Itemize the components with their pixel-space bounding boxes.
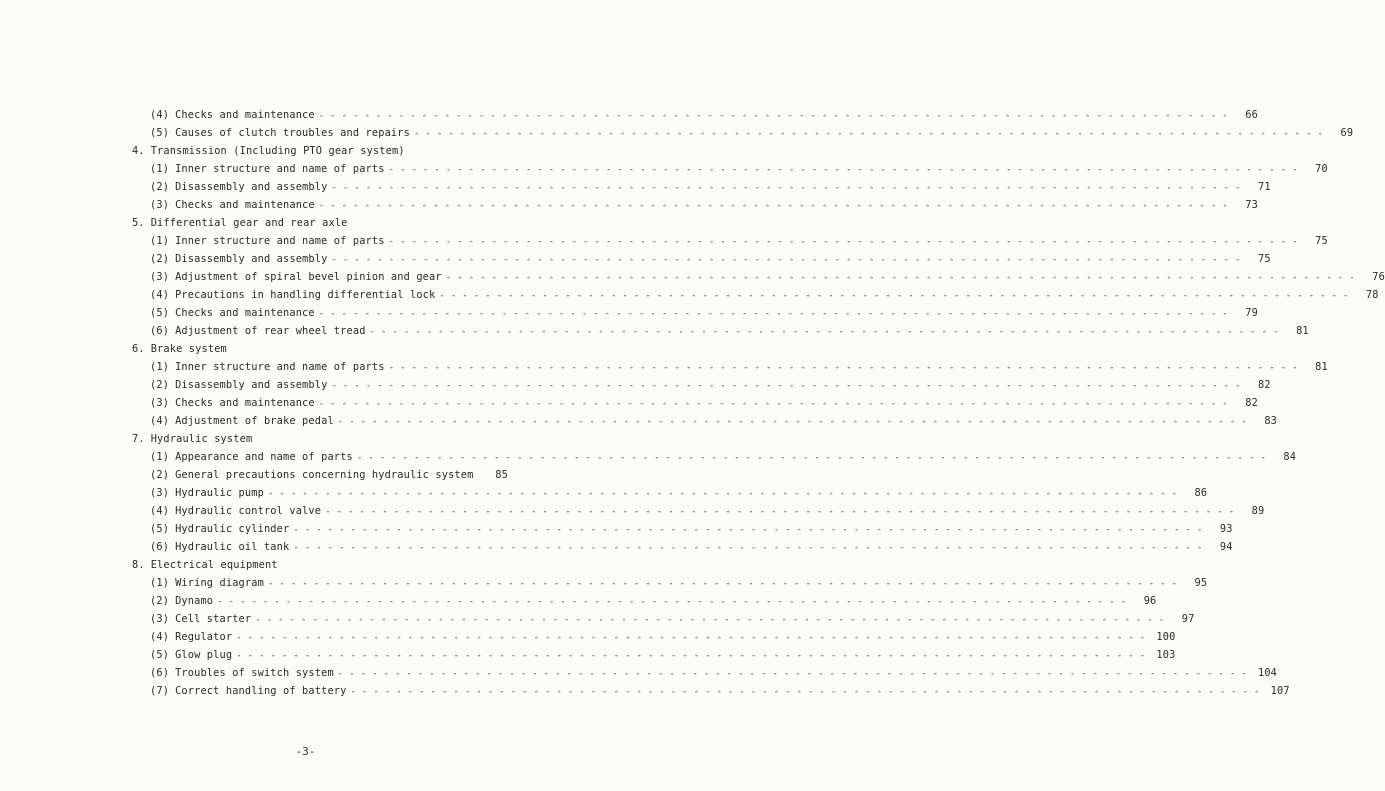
toc-title: Disassembly and assembly: [175, 253, 328, 265]
toc-entry: [128, 394, 1258, 412]
toc-entry: [128, 448, 1297, 466]
toc-entry: [128, 178, 1271, 196]
toc-title: Appearance and name of parts: [175, 451, 353, 463]
toc-number: (3): [150, 199, 170, 211]
toc-number: (3): [150, 613, 170, 625]
toc-title: Checks and maintenance: [175, 397, 315, 409]
toc-entry: [128, 250, 1271, 268]
dot-leader: - - - - - - - - - - - - - - - - - - - - - - - - - - - - - - - - - - - - - - - - - - - - - - - - - - - - - - - - - - - - - - - - - - - - - - - - - - - - - - - -: [236, 651, 1146, 661]
toc-page-number: 75: [1257, 253, 1271, 265]
toc-entry: [128, 124, 1354, 142]
toc-entry: [128, 376, 1271, 394]
toc-number: (6): [150, 325, 170, 337]
toc-title: Causes of clutch troubles and repairs: [175, 127, 410, 139]
toc-page-number: 96: [1143, 595, 1157, 607]
dot-leader: - - - - - - - - - - - - - - - - - - - - - - - - - - - - - - - - - - - - - - - - - - - - - - - - - - - - - - - - - - - - - - - - - - - - - - - - - - - - - - - -: [356, 453, 1267, 463]
toc-page-number: 104: [1257, 667, 1278, 679]
toc-number: 7.: [132, 433, 145, 445]
toc-title: Hydraulic system: [150, 433, 253, 445]
dot-leader: - - - - - - - - - - - - - - - - - - - - - - - - - - - - - - - - - - - - - - - - - - - - - - - - - - - - - - - - - - - - - - - - - - - - - - - - - - - - - - - -: [318, 399, 1228, 409]
toc-title: Hydraulic oil tank: [175, 541, 290, 553]
toc-entry: [128, 106, 1258, 124]
toc-entry: [128, 628, 1176, 646]
toc-number: (2): [150, 181, 170, 193]
toc-page-number: 78: [1365, 289, 1379, 301]
toc-entry: [128, 610, 1195, 628]
toc-entry: [128, 286, 1379, 304]
toc-title: Hydraulic control valve: [175, 505, 322, 517]
toc-number: (2): [150, 379, 170, 391]
toc-title: Adjustment of spiral bevel pinion and gear: [175, 271, 442, 283]
toc-entry: [128, 232, 1328, 250]
toc-title: Adjustment of rear wheel tread: [175, 325, 366, 337]
dot-leader: - - - - - - - - - - - - - - - - - - - - - - - - - - - - - - - - - - - - - - - - - - - - - - - - - - - - - - - - - - - - - - - - - - - - - - - - - - - - - - - -: [388, 363, 1298, 373]
toc-entry: [128, 592, 1157, 610]
toc-title: Inner structure and name of parts: [175, 163, 385, 175]
dot-leader: - - - - - - - - - - - - - - - - - - - - - - - - - - - - - - - - - - - - - - - - - - - - - - - - - - - - - - - - - - - - - - - - - - - - - - - - - - - - - - - -: [267, 489, 1178, 499]
toc-section-heading: [128, 430, 508, 448]
toc-number: (6): [150, 667, 170, 679]
toc-page-number: 89: [1251, 505, 1265, 517]
toc-page-number: 83: [1264, 415, 1278, 427]
toc-entry: [128, 502, 1265, 520]
dot-leader: - - - - - - - - - - - - - - - - - - - - - - - - - - - - - - - - - - - - - - - - - - - - - - - - - - - - - - - - - - - - - - - - - - - - - - - - - - - - - - - -: [445, 273, 1355, 283]
toc-title: Transmission (Including PTO gear system): [150, 145, 405, 157]
toc-page-number: 94: [1219, 541, 1233, 553]
toc-page-number: 70: [1315, 163, 1328, 175]
toc-entry: [128, 160, 1328, 178]
toc-title: Cell starter: [175, 613, 252, 625]
toc-page-number: 76: [1372, 271, 1385, 283]
toc-title: Disassembly and assembly: [175, 181, 328, 193]
toc-title: Wiring diagram: [175, 577, 264, 589]
toc-entry: [128, 466, 508, 484]
dot-leader: - - - - - - - - - - - - - - - - - - - - - - - - - - - - - - - - - - - - - - - - - - - - - - - - - - - - - - - - - - - - - - - - - - - - - - - - - - - - - - - -: [388, 165, 1298, 175]
dot-leader: - - - - - - - - - - - - - - - - - - - - - - - - - - - - - - - - - - - - - - - - - - - - - - - - - - - - - - - - - - - - - - - - - - - - - - - - - - - - - - - -: [350, 687, 1260, 697]
dot-leader: - - - - - - - - - - - - - - - - - - - - - - - - - - - - - - - - - - - - - - - - - - - - - - - - - - - - - - - - - - - - - - - - - - - - - - - - - - - - - - - -: [331, 183, 1241, 193]
toc-number: (5): [150, 127, 170, 139]
toc-page-number: 93: [1219, 523, 1233, 535]
toc-number: 6.: [132, 343, 145, 355]
toc-title: Dynamo: [175, 595, 214, 607]
toc-number: (4): [150, 109, 170, 121]
toc-number: (2): [150, 469, 170, 481]
toc-entry: [128, 484, 1208, 502]
toc-number: (4): [150, 415, 170, 427]
toc-page-number: 86: [1194, 487, 1208, 499]
dot-leader: - - - - - - - - - - - - - - - - - - - - - - - - - - - - - - - - - - - - - - - - - - - - - - - - - - - - - - - - - - - - - - - - - - - - - - - - - - - - - - - -: [331, 255, 1241, 265]
toc-page-number: 82: [1257, 379, 1271, 391]
toc-page-number: 82: [1245, 397, 1258, 409]
toc-section-heading: [128, 556, 508, 574]
toc-number: 8.: [132, 559, 145, 571]
dot-leader: - - - - - - - - - - - - - - - - - - - - - - - - - - - - - - - - - - - - - - - - - - - - - - - - - - - - - - - - - - - - - - - - - - - - - - - - - - - - - - - -: [318, 111, 1228, 121]
toc-title: Hydraulic pump: [175, 487, 264, 499]
toc-section-heading: [128, 142, 508, 160]
dot-leader: - - - - - - - - - - - - - - - - - - - - - - - - - - - - - - - - - - - - - - - - - - - - - - - - - - - - - - - - - - - - - - - - - - - - - - - - - - - - - - - -: [217, 597, 1127, 607]
toc-title: Regulator: [175, 631, 233, 643]
toc-title: Checks and maintenance: [175, 307, 315, 319]
toc-number: (4): [150, 289, 170, 301]
toc-number: (4): [150, 631, 170, 643]
toc-number: (7): [150, 685, 170, 697]
toc-number: (2): [150, 595, 170, 607]
toc-entry: [128, 646, 1176, 664]
toc-page-number: 100: [1156, 631, 1176, 643]
toc-page-number: 103: [1156, 649, 1176, 661]
toc-title: Adjustment of brake pedal: [175, 415, 334, 427]
toc-entry: [128, 304, 1258, 322]
toc-page-number: 107: [1270, 685, 1290, 697]
toc-title: Electrical equipment: [150, 559, 278, 571]
toc-title: Disassembly and assembly: [175, 379, 328, 391]
toc-title: Precautions in handling differential lock: [175, 289, 436, 301]
toc-page-number: 73: [1245, 199, 1258, 211]
toc-entry: [128, 682, 1290, 700]
toc-number: (1): [150, 235, 170, 247]
dot-leader: - - - - - - - - - - - - - - - - - - - - - - - - - - - - - - - - - - - - - - - - - - - - - - - - - - - - - - - - - - - - - - - - - - - - - - - - - - - - - - - -: [331, 381, 1241, 391]
toc-number: (2): [150, 253, 170, 265]
toc-page-number: 69: [1340, 127, 1354, 139]
toc-number: (6): [150, 541, 170, 553]
toc-entry: [128, 412, 1278, 430]
toc-page-number: 79: [1245, 307, 1258, 319]
toc-number: (5): [150, 523, 170, 535]
table-of-contents: [128, 106, 1385, 700]
toc-title: Brake system: [150, 343, 227, 355]
dot-leader: - - - - - - - - - - - - - - - - - - - - - - - - - - - - - - - - - - - - - - - - - - - - - - - - - - - - - - - - - - - - - - - - - - - - - - - - - - - - - - - -: [318, 309, 1228, 319]
toc-number: (1): [150, 451, 170, 463]
toc-page-number: 75: [1315, 235, 1328, 247]
toc-entry: [128, 520, 1233, 538]
toc-number: (4): [150, 505, 170, 517]
toc-page-number: 84: [1283, 451, 1297, 463]
toc-entry: [128, 358, 1328, 376]
toc-title: Inner structure and name of parts: [175, 361, 385, 373]
toc-entry: [128, 196, 1258, 214]
dot-leader: [477, 467, 478, 485]
toc-page-number: 71: [1257, 181, 1271, 193]
toc-number: (3): [150, 487, 170, 499]
dot-leader: - - - - - - - - - - - - - - - - - - - - - - - - - - - - - - - - - - - - - - - - - - - - - - - - - - - - - - - - - - - - - - - - - - - - - - - - - - - - - - - -: [414, 129, 1324, 139]
toc-number: 4.: [132, 145, 145, 157]
dot-leader: - - - - - - - - - - - - - - - - - - - - - - - - - - - - - - - - - - - - - - - - - - - - - - - - - - - - - - - - - - - - - - - - - - - - - - - - - - - - - - - -: [236, 633, 1146, 643]
toc-number: 5.: [132, 217, 145, 229]
toc-title: Inner structure and name of parts: [175, 235, 385, 247]
dot-leader: - - - - - - - - - - - - - - - - - - - - - - - - - - - - - - - - - - - - - - - - - - - - - - - - - - - - - - - - - - - - - - - - - - - - - - - - - - - - - - - -: [369, 327, 1279, 337]
toc-title: Hydraulic cylinder: [175, 523, 290, 535]
toc-section-heading: [128, 214, 508, 232]
toc-page-number: 95: [1194, 577, 1208, 589]
dot-leader: - - - - - - - - - - - - - - - - - - - - - - - - - - - - - - - - - - - - - - - - - - - - - - - - - - - - - - - - - - - - - - - - - - - - - - - - - - - - - - - -: [293, 525, 1203, 535]
toc-entry: [128, 664, 1278, 682]
dot-leader: - - - - - - - - - - - - - - - - - - - - - - - - - - - - - - - - - - - - - - - - - - - - - - - - - - - - - - - - - - - - - - - - - - - - - - - - - - - - - - - -: [293, 543, 1203, 553]
toc-entry: [128, 322, 1309, 340]
toc-page-number: 97: [1181, 613, 1195, 625]
dot-leader: - - - - - - - - - - - - - - - - - - - - - - - - - - - - - - - - - - - - - - - - - - - - - - - - - - - - - - - - - - - - - - - - - - - - - - - - - - - - - - - -: [388, 237, 1298, 247]
toc-entry: [128, 268, 1385, 286]
dot-leader: - - - - - - - - - - - - - - - - - - - - - - - - - - - - - - - - - - - - - - - - - - - - - - - - - - - - - - - - - - - - - - - - - - - - - - - - - - - - - - - -: [255, 615, 1165, 625]
toc-number: (5): [150, 649, 170, 661]
dot-leader: - - - - - - - - - - - - - - - - - - - - - - - - - - - - - - - - - - - - - - - - - - - - - - - - - - - - - - - - - - - - - - - - - - - - - - - - - - - - - - - -: [318, 201, 1228, 211]
toc-page-number: 85: [495, 469, 508, 481]
toc-entry: [128, 574, 1208, 592]
toc-title: Correct handling of battery: [175, 685, 347, 697]
toc-page-number: 66: [1245, 109, 1258, 121]
page-number: -3-: [295, 745, 316, 758]
dot-leader: - - - - - - - - - - - - - - - - - - - - - - - - - - - - - - - - - - - - - - - - - - - - - - - - - - - - - - - - - - - - - - - - - - - - - - - - - - - - - - - -: [325, 507, 1235, 517]
toc-number: (3): [150, 271, 170, 283]
toc-page-number: 81: [1315, 361, 1328, 373]
toc-title: Glow plug: [175, 649, 233, 661]
toc-number: (5): [150, 307, 170, 319]
toc-page-number: 81: [1296, 325, 1309, 337]
dot-leader: - - - - - - - - - - - - - - - - - - - - - - - - - - - - - - - - - - - - - - - - - - - - - - - - - - - - - - - - - - - - - - - - - - - - - - - - - - - - - - - -: [337, 669, 1248, 679]
toc-section-heading: [128, 340, 508, 358]
dot-leader: - - - - - - - - - - - - - - - - - - - - - - - - - - - - - - - - - - - - - - - - - - - - - - - - - - - - - - - - - - - - - - - - - - - - - - - - - - - - - - - -: [439, 291, 1349, 301]
toc-number: (1): [150, 163, 170, 175]
toc-number: (1): [150, 361, 170, 373]
toc-number: (3): [150, 397, 170, 409]
toc-title: General precautions concerning hydraulic system: [175, 469, 474, 481]
toc-number: (1): [150, 577, 170, 589]
toc-title: Checks and maintenance: [175, 109, 315, 121]
toc-title: Checks and maintenance: [175, 199, 315, 211]
dot-leader: - - - - - - - - - - - - - - - - - - - - - - - - - - - - - - - - - - - - - - - - - - - - - - - - - - - - - - - - - - - - - - - - - - - - - - - - - - - - - - - -: [337, 417, 1248, 427]
toc-entry: [128, 538, 1233, 556]
toc-title: Differential gear and rear axle: [150, 217, 348, 229]
dot-leader: - - - - - - - - - - - - - - - - - - - - - - - - - - - - - - - - - - - - - - - - - - - - - - - - - - - - - - - - - - - - - - - - - - - - - - - - - - - - - - - -: [267, 579, 1178, 589]
toc-title: Troubles of switch system: [175, 667, 334, 679]
